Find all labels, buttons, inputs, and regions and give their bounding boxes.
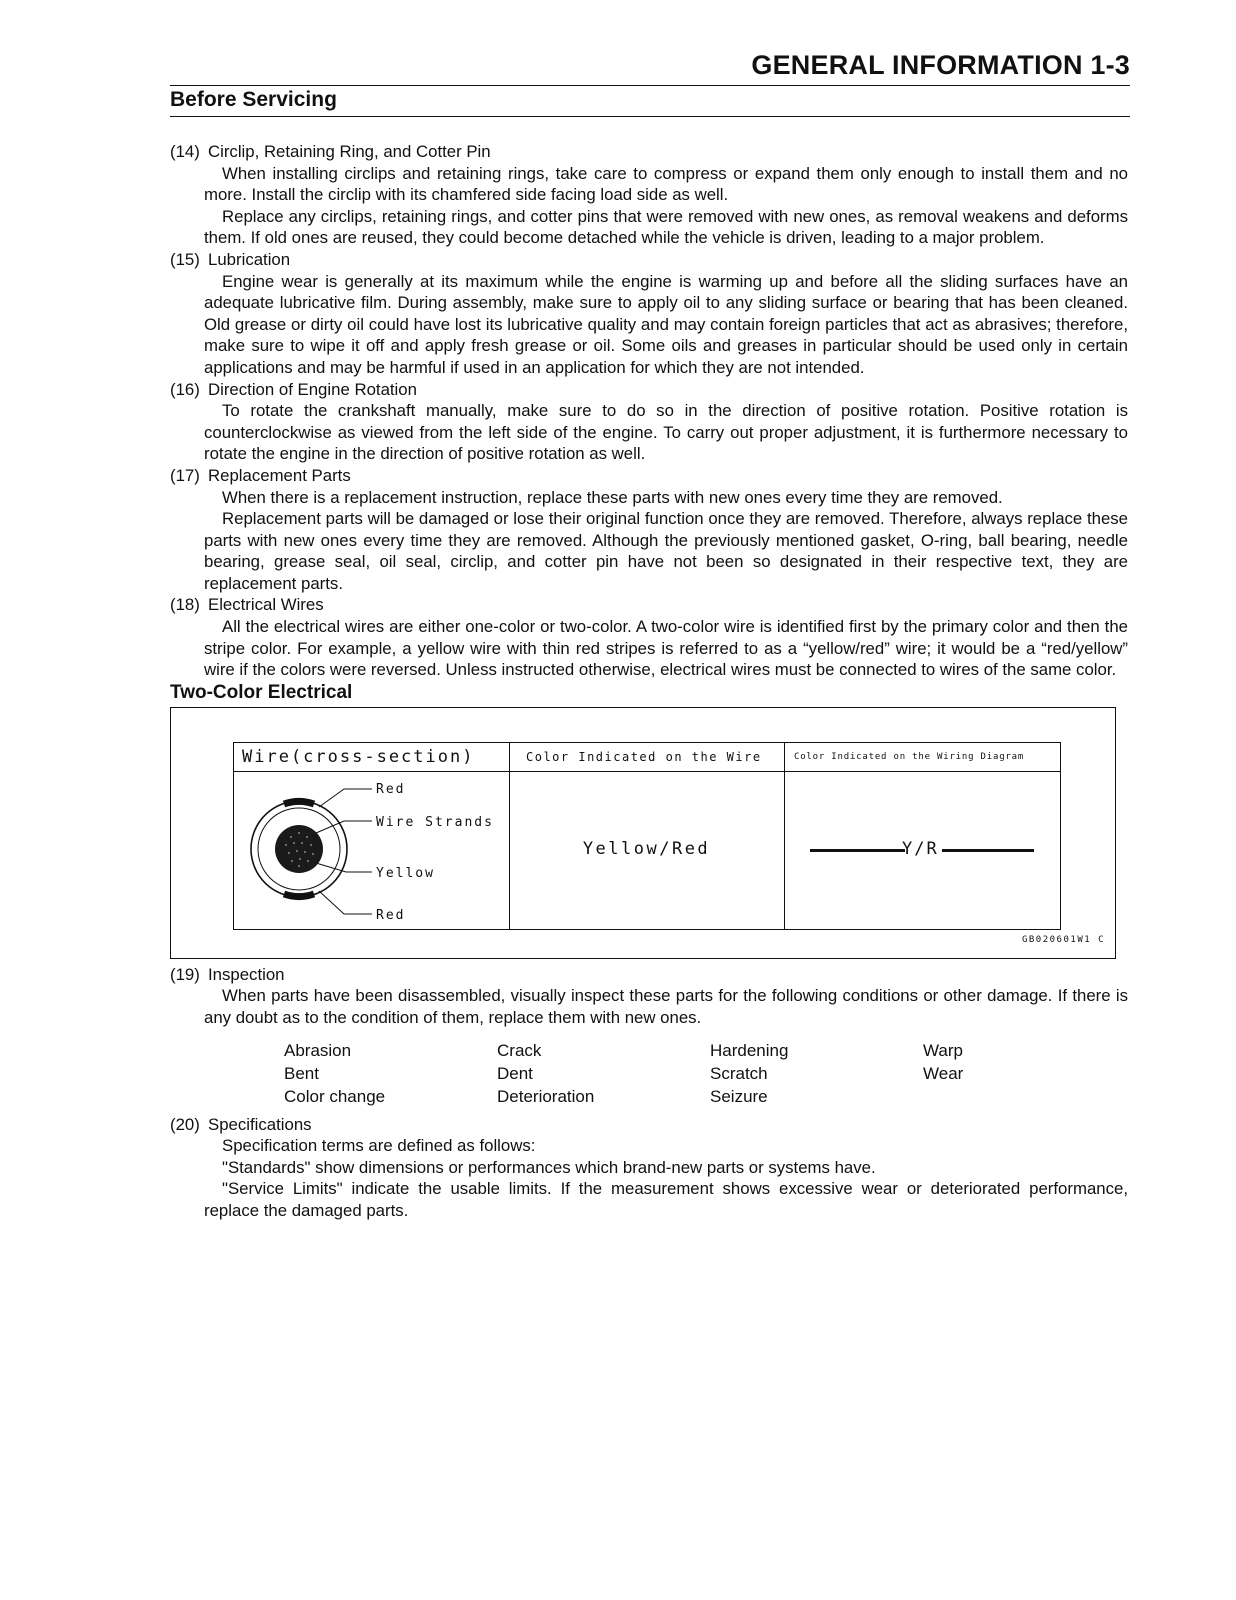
label-yellow: Yellow bbox=[376, 865, 435, 881]
term: Abrasion bbox=[284, 1040, 352, 1060]
wire-cross-section-icon bbox=[234, 773, 509, 929]
term: Color change bbox=[284, 1086, 386, 1106]
term: Wear bbox=[923, 1063, 964, 1083]
item-heading: (14) Circlip, Retaining Ring, and Cotter Pin bbox=[170, 142, 491, 161]
item-18 bbox=[170, 594, 1128, 680]
item-paragraph: To rotate the crankshaft manually, make sure to do so in the direction of positive rotation. Positive rotation is counterclockwise as viewed from the left side of the engine. To carry out proper adjustment, it is furthermore necessary to rotate the engine in the direction of positive rotation as well. bbox=[204, 401, 1128, 464]
item-heading: (20) Specifications bbox=[170, 1114, 312, 1134]
figure-title: Two-Color Electrical bbox=[170, 681, 353, 703]
item-heading: (19) Inspection bbox=[170, 964, 285, 984]
term: Hardening bbox=[710, 1040, 789, 1060]
item-heading: (15) Lubrication bbox=[170, 249, 291, 269]
item-heading: (16) Direction of Engine Rotation bbox=[170, 379, 417, 399]
header-color-on-diagram: Color Indicated on the Wiring Diagram bbox=[794, 751, 1025, 762]
label-wire-strands: Wire Strands bbox=[376, 814, 494, 830]
diagram-line-left bbox=[810, 849, 905, 852]
term: Scratch bbox=[710, 1063, 768, 1083]
item-heading: (17) Replacement Parts bbox=[170, 465, 351, 485]
term: Deterioration bbox=[497, 1086, 595, 1106]
figure-table bbox=[233, 742, 1061, 930]
header-color-on-wire: Color Indicated on the Wire bbox=[526, 749, 762, 764]
item-14 bbox=[170, 141, 1128, 249]
page-header bbox=[170, 50, 1130, 120]
item-20 bbox=[170, 1114, 1128, 1222]
item-paragraph: Specification terms are defined as follows: bbox=[222, 1136, 536, 1156]
item-paragraph: Replace any circlips, retaining rings, and cotter pins that were removed with new ones, as removal weakens and deforms them. If old ones are reused, they could become detached while the vehicle is driven, leading to a major problem. bbox=[204, 206, 1128, 248]
header-wire-cross-section: Wire(cross-section) bbox=[242, 746, 475, 767]
term: Bent bbox=[284, 1063, 319, 1083]
item-paragraph: When there is a replacement instruction, replace these parts with new ones every time they are removed. bbox=[222, 487, 1003, 507]
table-header-rule bbox=[234, 771, 1060, 772]
item-19 bbox=[170, 964, 1128, 1108]
item-paragraph: When installing circlips and retaining rings, take care to compress or expand them only enough to install them and no more. Install the circlip with its chamfered side facing load side as well. bbox=[204, 163, 1128, 205]
item-paragraph: Replacement parts will be damaged or lose their original function once they are removed. Therefore, always replace these parts with new ones every time they are removed. Although the previously mentioned gasket, O-ring, ball bearing, needle bearing, grease seal, oil seal, circlip, and cotter pin have not been so designated in their respective text, they are replacement parts. bbox=[204, 509, 1128, 593]
inspection-terms bbox=[284, 1039, 1128, 1108]
two-color-wire-figure bbox=[170, 707, 1116, 959]
term: Dent bbox=[497, 1063, 533, 1083]
diagram-line-right bbox=[942, 849, 1034, 852]
item-heading: (18) Electrical Wires bbox=[170, 595, 324, 615]
label-red-top: Red bbox=[376, 781, 406, 797]
diagram-code-text: Y/R bbox=[902, 838, 939, 859]
item-paragraph: "Standards" show dimensions or performances which brand-new parts or systems have. bbox=[222, 1157, 876, 1177]
item-paragraph: "Service Limits" indicate the usable limits. If the measurement shows excessive wear or deteriorated performance, replace the damaged parts. bbox=[204, 1179, 1128, 1220]
item-17 bbox=[170, 465, 1128, 595]
item-paragraph: Engine wear is generally at its maximum while the engine is warming up and before all the sliding surfaces have an adequate lubricative film. During assembly, make sure to apply oil to any sliding surface or bearing that has been cleaned. Old grease or dirty oil could have lost its lubricative quality and may contain foreign particles that act as abrasives; therefore, make sure to wipe it off and apply fresh grease or oil. Some oils and greases in particular should be used only in certain applications and may be harmful if used in an application for which they are not intended. bbox=[204, 271, 1128, 377]
wire-color-text: Yellow/Red bbox=[582, 838, 711, 859]
section-title: Before Servicing bbox=[170, 88, 337, 111]
item-paragraph: All the electrical wires are either one-color or two-color. A two-color wire is identified first by the primary color and then the stripe color. For example, a yellow wire with thin red stripes is referred to as a “yellow/red” wire; it would be a “red/yellow” wire if the colors were reversed. Unless instructed otherwise, electrical wires must be connected to wires of the same color. bbox=[204, 617, 1128, 680]
item-15 bbox=[170, 249, 1128, 379]
header-rule-top bbox=[170, 85, 1130, 86]
item-16 bbox=[170, 379, 1128, 465]
term: Crack bbox=[497, 1040, 542, 1060]
label-red-bottom: Red bbox=[376, 907, 406, 923]
term: Seizure bbox=[710, 1086, 768, 1106]
term: Warp bbox=[923, 1040, 963, 1060]
figure-code: GB020601W1 C bbox=[1021, 935, 1105, 946]
chapter-title: GENERAL INFORMATION 1-3 bbox=[751, 50, 1130, 80]
item-paragraph: When parts have been disassembled, visually inspect these parts for the following conditions or other damage. If there is any doubt as to the condition of them, replace them with new ones. bbox=[204, 986, 1128, 1028]
header-rule-bottom bbox=[170, 116, 1130, 117]
page-content bbox=[170, 141, 1128, 1222]
